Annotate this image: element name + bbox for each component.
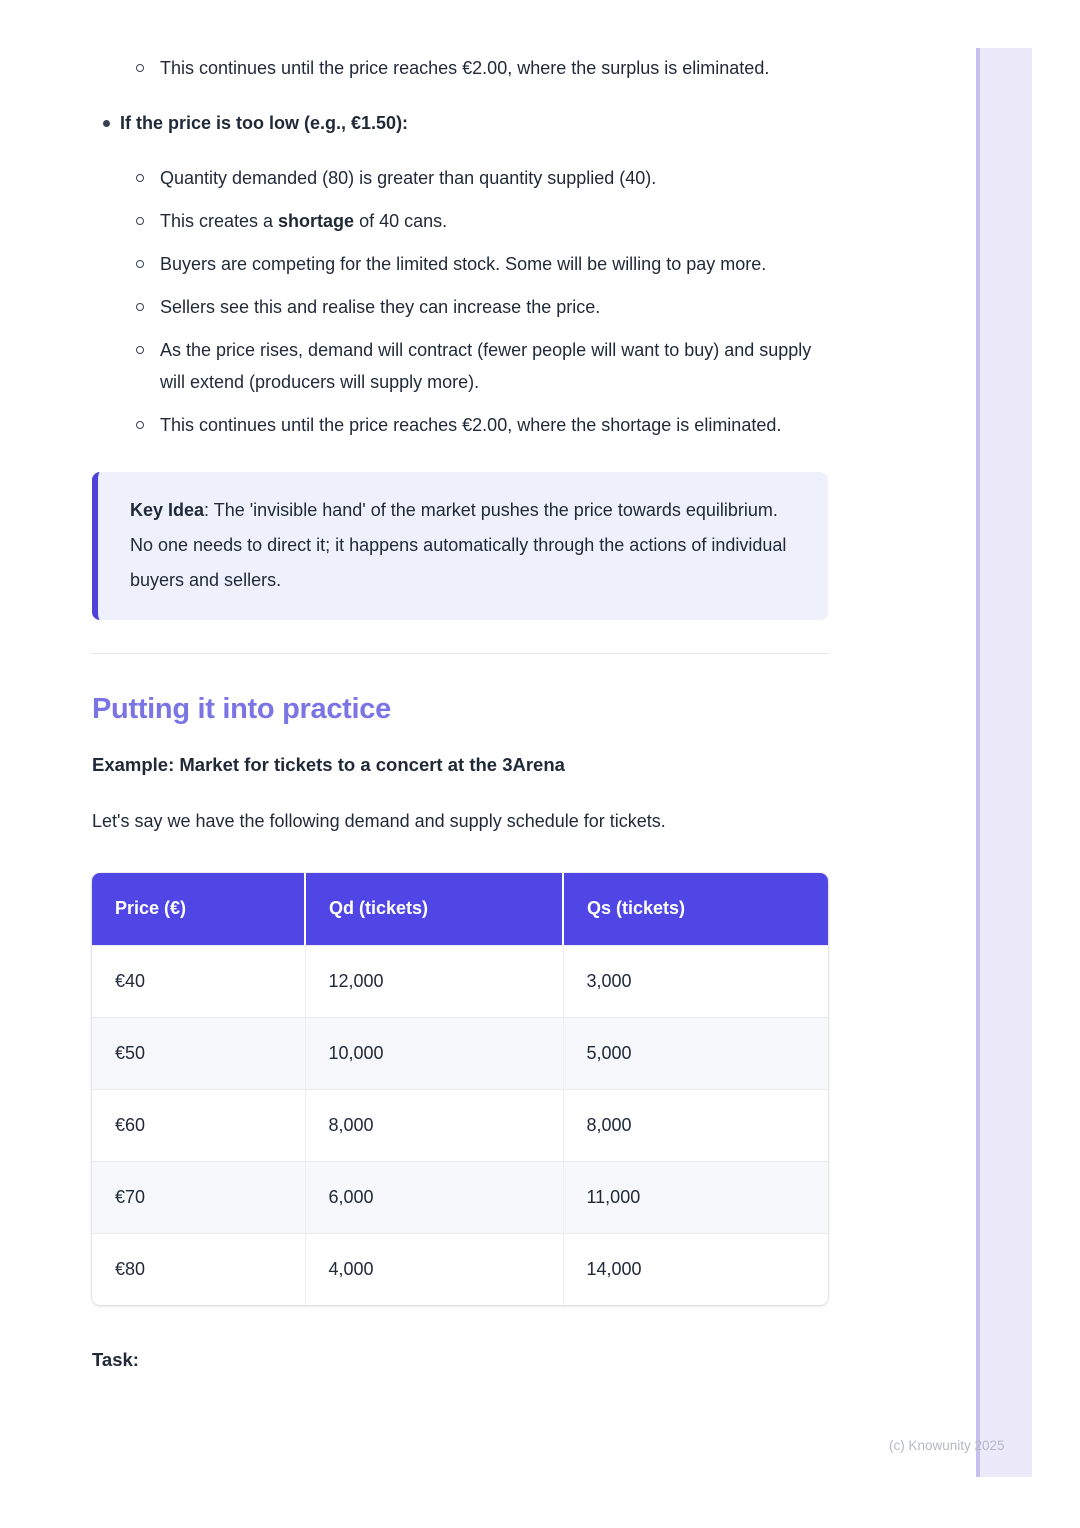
circle-bullet-icon (136, 346, 144, 354)
list-item (92, 409, 828, 441)
cell-qd: 8,000 (305, 1089, 563, 1161)
copyright-text: (c) Knowunity 2025 (889, 1438, 1005, 1453)
cell-price: €40 (92, 945, 305, 1017)
list-item (92, 334, 828, 398)
list-item (92, 52, 828, 84)
table-row (92, 1161, 828, 1233)
list-item (92, 291, 828, 323)
task-label: Task: (92, 1349, 139, 1370)
circle-bullet-icon (136, 217, 144, 225)
list-item-text: Sellers see this and realise they can increase the price. (160, 297, 601, 317)
circle-bullet-icon (136, 174, 144, 182)
document-page (92, 52, 828, 1376)
list-item-text: Buyers are competing for the limited stock. Some will be willing to pay more. (160, 254, 767, 274)
low-price-sublist (92, 162, 828, 441)
cell-qs: 8,000 (563, 1089, 828, 1161)
cell-price: €60 (92, 1089, 305, 1161)
list-item-text: This continues until the price reaches €2.00, where the surplus is eliminated. (160, 58, 770, 78)
table-intro-text: Let's say we have the following demand and supply schedule for tickets. (92, 811, 666, 831)
cell-qs: 5,000 (563, 1017, 828, 1089)
surplus-sublist (92, 52, 828, 84)
list-item-text: As the price rises, demand will contract (fewer people will want to buy) and supply will extend (producers will supply more). (160, 340, 812, 392)
page-title: Putting it into practice (92, 693, 391, 725)
cell-qs: 11,000 (563, 1161, 828, 1233)
key-idea-text: : The 'invisible hand' of the market pushes the price towards equilibrium. No one needs to direct it; it happens automatically through the actions of individual buyers and sellers. (130, 500, 787, 590)
list-item-text: Quantity demanded (80) is greater than quantity supplied (40). (160, 168, 657, 188)
circle-bullet-icon (136, 303, 144, 311)
list-item-text: This creates a shortage of 40 cans. (160, 211, 448, 231)
table-row (92, 1089, 828, 1161)
key-idea-label: Key Idea (130, 500, 205, 520)
table-row (92, 1233, 828, 1305)
low-price-heading-text: If the price is too low (e.g., €1.50): (120, 113, 409, 133)
cell-price: €50 (92, 1017, 305, 1089)
cell-qd: 10,000 (305, 1017, 563, 1089)
low-price-heading (92, 107, 828, 139)
list-item (92, 248, 828, 280)
page-edge-strip (976, 48, 1032, 1477)
cell-qd: 4,000 (305, 1233, 563, 1305)
column-header-qs: Qs (tickets) (563, 873, 828, 945)
cell-price: €70 (92, 1161, 305, 1233)
circle-bullet-icon (136, 64, 144, 72)
list-item (92, 162, 828, 194)
example-title: Example: Market for tickets to a concert at the 3Arena (92, 754, 565, 775)
column-header-qd: Qd (tickets) (305, 873, 563, 945)
section-divider (92, 653, 828, 654)
list-item (92, 205, 828, 237)
schedule-table (92, 873, 828, 1305)
key-idea-callout (92, 472, 828, 620)
cell-qd: 6,000 (305, 1161, 563, 1233)
list-item-text: This continues until the price reaches €2.00, where the shortage is eliminated. (160, 415, 782, 435)
cell-price: €80 (92, 1233, 305, 1305)
cell-qs: 14,000 (563, 1233, 828, 1305)
circle-bullet-icon (136, 421, 144, 429)
circle-bullet-icon (136, 260, 144, 268)
table-header-row (92, 873, 828, 945)
dot-bullet-icon (103, 120, 110, 127)
cell-qd: 12,000 (305, 945, 563, 1017)
table-row (92, 945, 828, 1017)
column-header-price: Price (€) (92, 873, 305, 945)
table-row (92, 1017, 828, 1089)
cell-qs: 3,000 (563, 945, 828, 1017)
